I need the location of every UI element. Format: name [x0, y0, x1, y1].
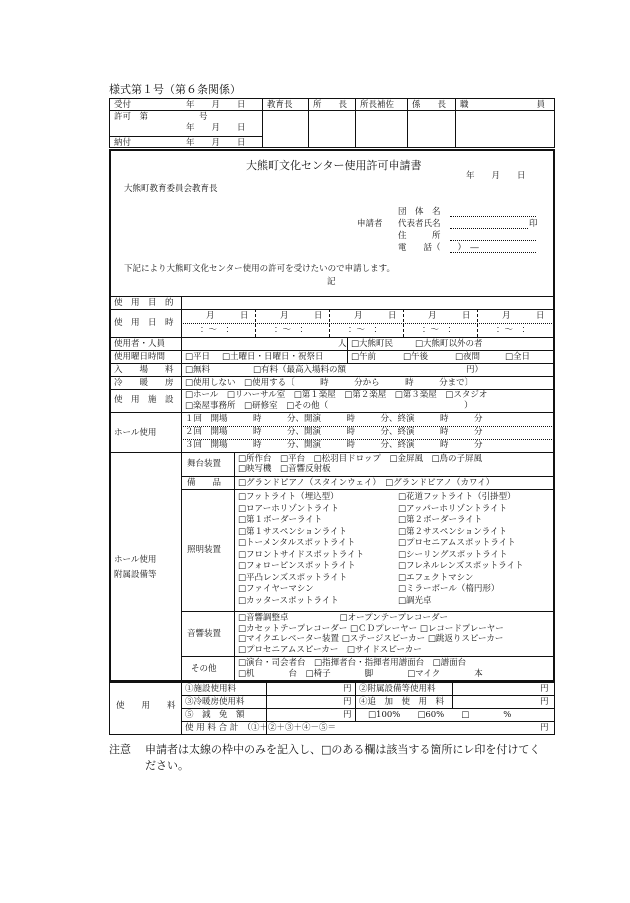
- fee-3-yen: 円: [343, 697, 352, 707]
- lighting-left-0: □フットライト（埋込型）: [238, 492, 339, 502]
- fee-total: 使 用 料 合 計 （①＋②＋③＋④－⑤＝: [185, 723, 337, 733]
- other-label: その他: [191, 664, 217, 674]
- admission-label: 入 場 料: [114, 365, 174, 375]
- role-shokuin: 職 員: [460, 100, 546, 110]
- lighting-left-1: □ロアーホリゾントライト: [238, 503, 340, 514]
- fixtures-line: □グランドピアノ（スタインウェイ） □グランドピアノ（カワイ）: [238, 478, 495, 488]
- lighting-label: 照明装置: [187, 545, 222, 555]
- lighting-left-9: □カッタースポットライト: [238, 595, 339, 606]
- lighting-right-5: □シーリングスポットライト: [398, 549, 508, 560]
- tm-2: ：～ ：: [274, 325, 309, 335]
- fee-5-yen: 円: [343, 710, 352, 720]
- md-5: 月 日: [502, 311, 545, 321]
- sound-line-2: □マイクエレベーター装置 □ステージスピーカー □跳返りスピーカー: [238, 634, 504, 644]
- sound-line-3: □プロセニアムスピーカー □サイドスピーカー: [238, 644, 422, 655]
- md-4: 月 日: [428, 311, 471, 321]
- users-out: □大熊町以外の者: [415, 339, 483, 349]
- weekday-opt-am: □午前: [351, 352, 377, 362]
- group-name-label: 団 体 名: [398, 207, 441, 217]
- lighting-right-6: □フレネルレンズスポットライト: [398, 561, 524, 571]
- other-line-2: □机 台 □椅子 脚 □マイク 本: [238, 669, 483, 679]
- uketsuke-date: 年 月 日: [186, 100, 246, 110]
- role-kyoikucho: 教育長: [267, 100, 293, 110]
- ki-mark: 記: [327, 277, 336, 287]
- stage-line-1: □所作台 □平台 □松羽目ドロップ □金屏風 □鳥の子屏風: [238, 454, 482, 464]
- fee-5-label: ⑤ 減 免 額: [185, 710, 245, 720]
- form-number: 様式第１号（第６条関係）: [109, 83, 241, 96]
- fee-3-label: ③冷暖房使用料: [185, 697, 245, 707]
- application-date: 年 月 日: [466, 171, 526, 181]
- lighting-left-4: □トーメンタルスポットライト: [238, 538, 356, 548]
- heating-label: 冷 暖 房: [114, 378, 174, 388]
- lighting-right-3: □第２サスペンションライト: [398, 526, 508, 537]
- facility-label: 使 用 施 設: [114, 395, 174, 405]
- fixtures-label: 備 品: [187, 478, 222, 488]
- facility-line-2: □楽屋事務所 □研修室 □その他（ ）: [185, 401, 473, 411]
- applicant-label: 申請者: [357, 219, 383, 229]
- lighting-right-8: □ミラーボール（楕円形）: [398, 584, 500, 594]
- equipment-label-2: 附属設備等: [114, 570, 157, 580]
- application-title: 大熊町文化センター使用許可申請書: [246, 159, 422, 172]
- seal-mark: 印: [529, 219, 538, 229]
- other-line-1: □演台・司会者台 □指揮者台・指揮者用譜面台 □譜面台: [238, 658, 467, 668]
- admission-yen: 円）: [466, 365, 484, 375]
- equipment-label-1: ホール使用: [114, 555, 157, 565]
- facility-line-1: □ホール □リハーサル室 □第１楽屋 □第２楽屋 □第３楽屋 □スタジオ: [185, 390, 488, 400]
- note-line-1: 申請者は太線の枠中のみを記入し、□のある欄は該当する箇所にレ印を付けてく: [145, 743, 541, 756]
- role-shocho: 所 長: [313, 100, 348, 110]
- weekday-opt-pm: □午後: [403, 352, 429, 362]
- fee-2-yen: 円: [540, 684, 549, 694]
- noufu-date: 年 月 日: [186, 138, 246, 148]
- role-shocho-hosa: 所長補佐: [360, 100, 395, 110]
- lighting-right-1: □アッパーホリゾントライト: [398, 503, 508, 514]
- kyoka-label: 許可 第 号: [114, 112, 208, 122]
- rep-name-label: 代表者氏名: [398, 219, 441, 229]
- tm-3: ：～ ：: [348, 325, 383, 335]
- weekday-opt-night: □夜間: [455, 352, 481, 362]
- fee-4-yen: 円: [540, 697, 549, 707]
- weekday-label: 使用曜日時間: [114, 352, 166, 362]
- lighting-right-2: □第２ボーダーライト: [398, 515, 483, 525]
- sound-line-0: □音響調整卓 □オープンテープレコーダー: [238, 613, 449, 623]
- lighting-left-8: □ファイヤーマシン: [238, 584, 314, 594]
- lighting-left-6: □フォローピンスポットライト: [238, 561, 356, 571]
- hall-line-3: ３回 開場 時 分、開演 時 分、終演 時 分: [185, 440, 483, 450]
- lighting-left-5: □フロントサイドスポットライト: [238, 549, 365, 560]
- sound-label: 音響装置: [187, 629, 222, 639]
- md-3: 月 日: [354, 311, 397, 321]
- tm-4: ：～ ：: [422, 325, 457, 335]
- note-label: 注意: [109, 743, 131, 756]
- weekday-opt-holiday: □土曜日・日曜日・祝祭日: [222, 352, 324, 362]
- fee-5-options: □100% □60% □ %: [368, 710, 512, 720]
- fee-2-label: ②附属設備等使用料: [359, 684, 436, 694]
- lighting-right-0: □花道フットライト（引掛型）: [398, 492, 516, 502]
- lighting-right-4: □プロセニアムスポットライト: [398, 538, 516, 548]
- admission-free: □無料: [185, 365, 211, 375]
- hall-line-1: １回 開場 時 分、開演 時 分、終演 時 分: [185, 414, 483, 424]
- lighting-right-7: □エフェクトマシン: [398, 572, 474, 583]
- users-label: 使用者・人員: [114, 339, 166, 349]
- lighting-left-7: □平凸レンズスポットライト: [238, 572, 348, 583]
- hall-line-2: ２回 開場 時 分、開演 時 分、終演 時 分: [185, 427, 483, 437]
- md-1: 月 日: [206, 311, 249, 321]
- addressee: 大熊町教育委員会教育長: [124, 184, 218, 194]
- admission-paid: □有料（最高入場料の額: [253, 365, 347, 375]
- stage-line-2: □映写機 □音響反射板: [238, 464, 331, 474]
- kyoka-date: 年 月 日: [186, 123, 246, 133]
- fee-1-label: ①施設使用料: [185, 684, 237, 694]
- phone-label: 電 話（ ） ―: [398, 243, 479, 253]
- md-2: 月 日: [280, 311, 323, 321]
- lighting-left-3: □第１サスペンションライト: [238, 526, 348, 537]
- fees-label: 使 用 料: [116, 701, 176, 711]
- heating-options: □使用しない □使用する〔 時 分から 時 分まで〕: [185, 378, 474, 388]
- uketsuke-label: 受付: [114, 100, 132, 110]
- stage-label: 舞台装置: [187, 459, 222, 469]
- users-in: □大熊町民: [351, 339, 394, 349]
- users-nin: 人: [338, 339, 347, 349]
- sound-line-1: □カセットテープレコーダー □ＣＤプレーヤー □レコードプレーヤー: [238, 623, 504, 634]
- fee-total-yen: 円: [540, 723, 549, 733]
- datetime-label: 使 用 日 時: [114, 318, 174, 328]
- note-line-2: ださい。: [145, 759, 189, 772]
- lighting-right-9: □調光卓: [398, 595, 432, 606]
- lighting-left-2: □第１ボーダーライト: [238, 515, 323, 525]
- tm-1: ：～ ：: [200, 325, 235, 335]
- application-body: 下記により大熊町文化センター使用の許可を受けたいので申請します。: [124, 264, 395, 274]
- role-kakaricho: 係 長: [412, 100, 447, 110]
- weekday-opt-allday: □全日: [505, 352, 531, 362]
- hall-usage-label: ホール使用: [114, 428, 157, 438]
- purpose-label: 使 用 目 的: [114, 298, 174, 308]
- tm-5: ：～ ：: [496, 325, 531, 335]
- fee-1-yen: 円: [343, 684, 352, 694]
- fee-4-label: ④追 加 使 用 料: [359, 697, 445, 707]
- noufu-label: 納付: [114, 138, 132, 148]
- address-label: 住 所: [398, 231, 441, 241]
- weekday-opt-weekday: □平日: [185, 352, 211, 362]
